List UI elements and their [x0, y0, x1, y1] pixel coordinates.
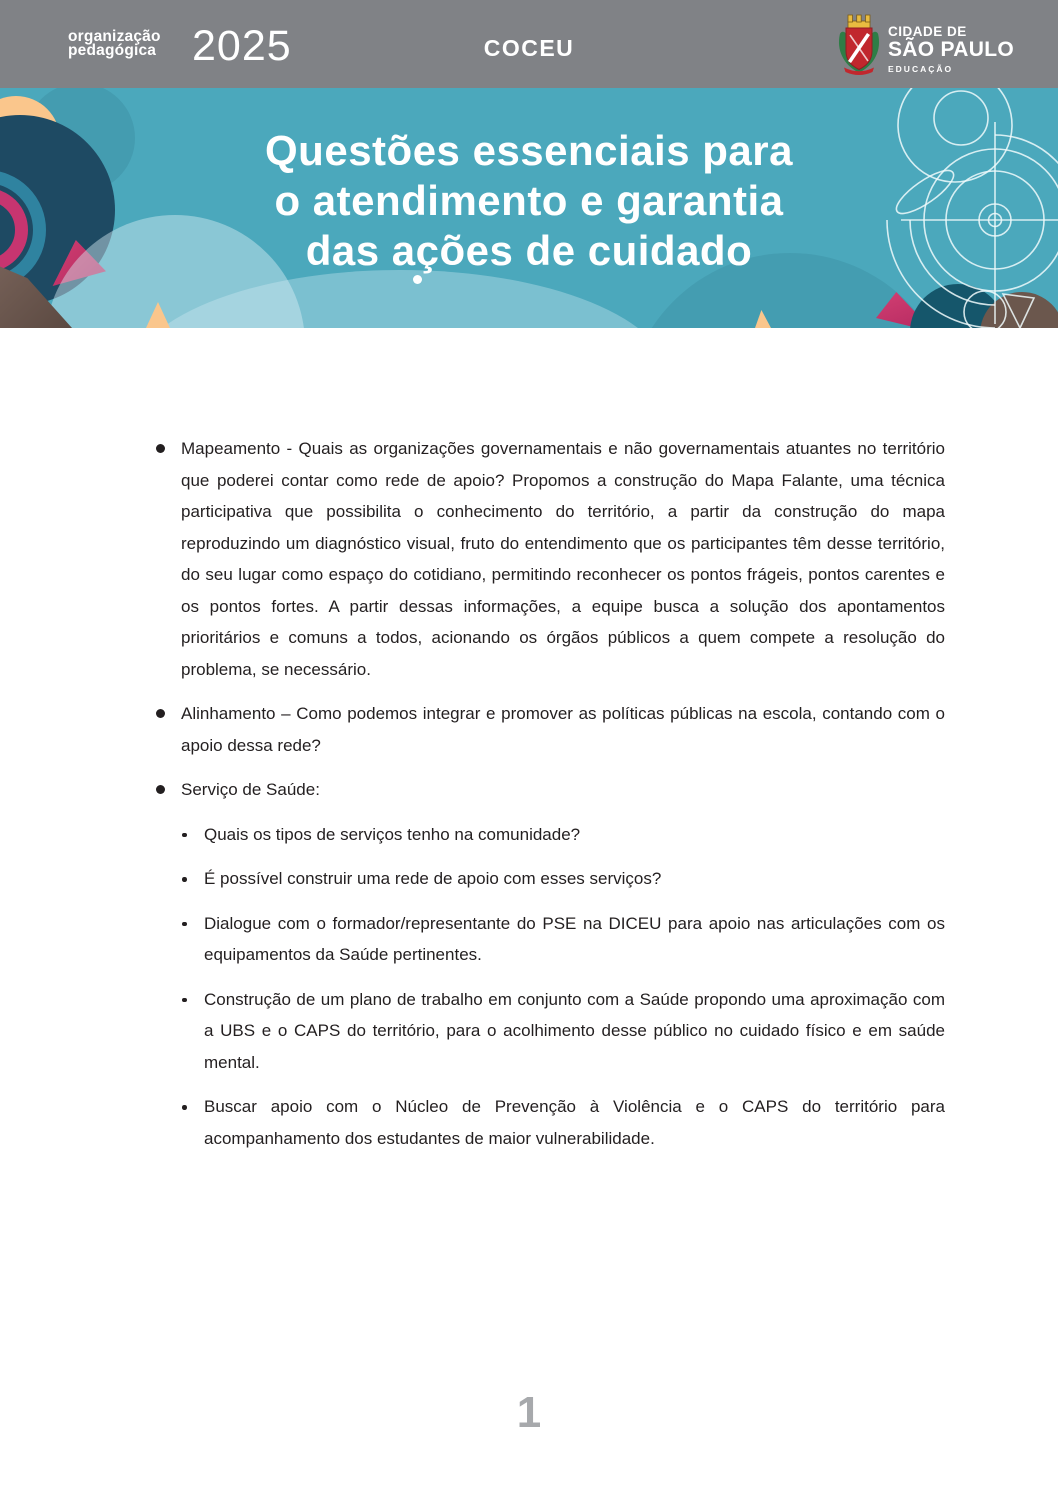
city-brand-line3: EDUCAÇÃO [888, 64, 954, 74]
city-brand-line2: SÃO PAULO [888, 38, 1014, 61]
logo-line2: pedagógica [68, 41, 157, 59]
bullet-icon [182, 1105, 187, 1110]
page-title-line3: das ações de cuidado [305, 227, 753, 274]
header-bar [0, 0, 1058, 88]
page-title-line1: Questões essenciais para [265, 127, 793, 174]
bullet-icon [182, 922, 187, 927]
bullet-icon [182, 998, 187, 1003]
bullet-icon [182, 833, 187, 838]
page-number: 1 [516, 1388, 542, 1437]
bullet-icon [182, 877, 187, 882]
list-item [181, 698, 945, 761]
list-item [181, 433, 945, 685]
list-item [181, 863, 945, 895]
list-item [181, 1091, 945, 1154]
list-item [181, 984, 945, 1079]
bullet-text: Quais os tipos de serviços tenho na comunidade? [204, 824, 581, 844]
white-dot-shape [413, 275, 422, 284]
bullet-icon [156, 709, 165, 718]
title-banner [0, 88, 1058, 328]
logo-year: 2025 [192, 22, 292, 70]
city-brand [888, 24, 1014, 75]
bullet-text: Dialogue com o formador/representante do PSE na DICEU para apoio nas articulações com os equipamentos da Saúde pertinentes. [204, 913, 945, 964]
bullet-icon [156, 785, 165, 794]
sao-paulo-coat-of-arms-icon [836, 13, 882, 75]
logo-line1: organização [68, 28, 161, 45]
list-item [181, 774, 945, 806]
bullet-text: Buscar apoio com o Núcleo de Prevenção à Violência e o CAPS do território para acompanhamento dos estudantes de maior vulnerabilidade. [204, 1097, 945, 1148]
bullet-text: É possível construir uma rede de apoio com esses serviços? [204, 869, 662, 888]
city-brand-line1: CIDADE DE [888, 24, 967, 39]
bullet-text: Serviço de Saúde: [181, 780, 320, 799]
bullet-text: Construção de um plano de trabalho em conjunto com a Saúde propondo uma aproximação com a UBS e o CAPS do território, para o acolhimento desse público no cuidado físico e em saúde mental. [204, 989, 945, 1072]
header-center-title: COCEU [483, 35, 575, 61]
bullet-text: Alinhamento – Como podemos integrar e promover as políticas públicas na escola, contando com o apoio dessa rede? [181, 704, 945, 755]
list-item [181, 819, 945, 851]
page-title-line2: o atendimento e garantia [274, 177, 784, 224]
bullet-text: Mapeamento - Quais as organizações governamentais e não governamentais atuantes no território que poderei contar como rede de apoio? Propomos a construção do Mapa Falante, uma técnica participativa que possibilita o conhecimento do território, a partir da construção do mapa reproduzindo um diagnóstico visual, fruto do entendimento que os participantes têm desse território, do seu lugar como espaço do cotidiano, permitindo reconhecer os pontos frágeis, pontos carentes e os pontos fortes. A partir dessas informações, a equipe busca a solução dos apontamentos prioritários e comuns a todos, acionando os órgãos públicos a quem compete a resolução do problema, se necessário. [181, 439, 945, 679]
bullet-icon [156, 444, 165, 453]
body-content [181, 433, 945, 1167]
list-item [181, 908, 945, 971]
page-title [0, 126, 1058, 276]
bullet-list [181, 433, 945, 1154]
